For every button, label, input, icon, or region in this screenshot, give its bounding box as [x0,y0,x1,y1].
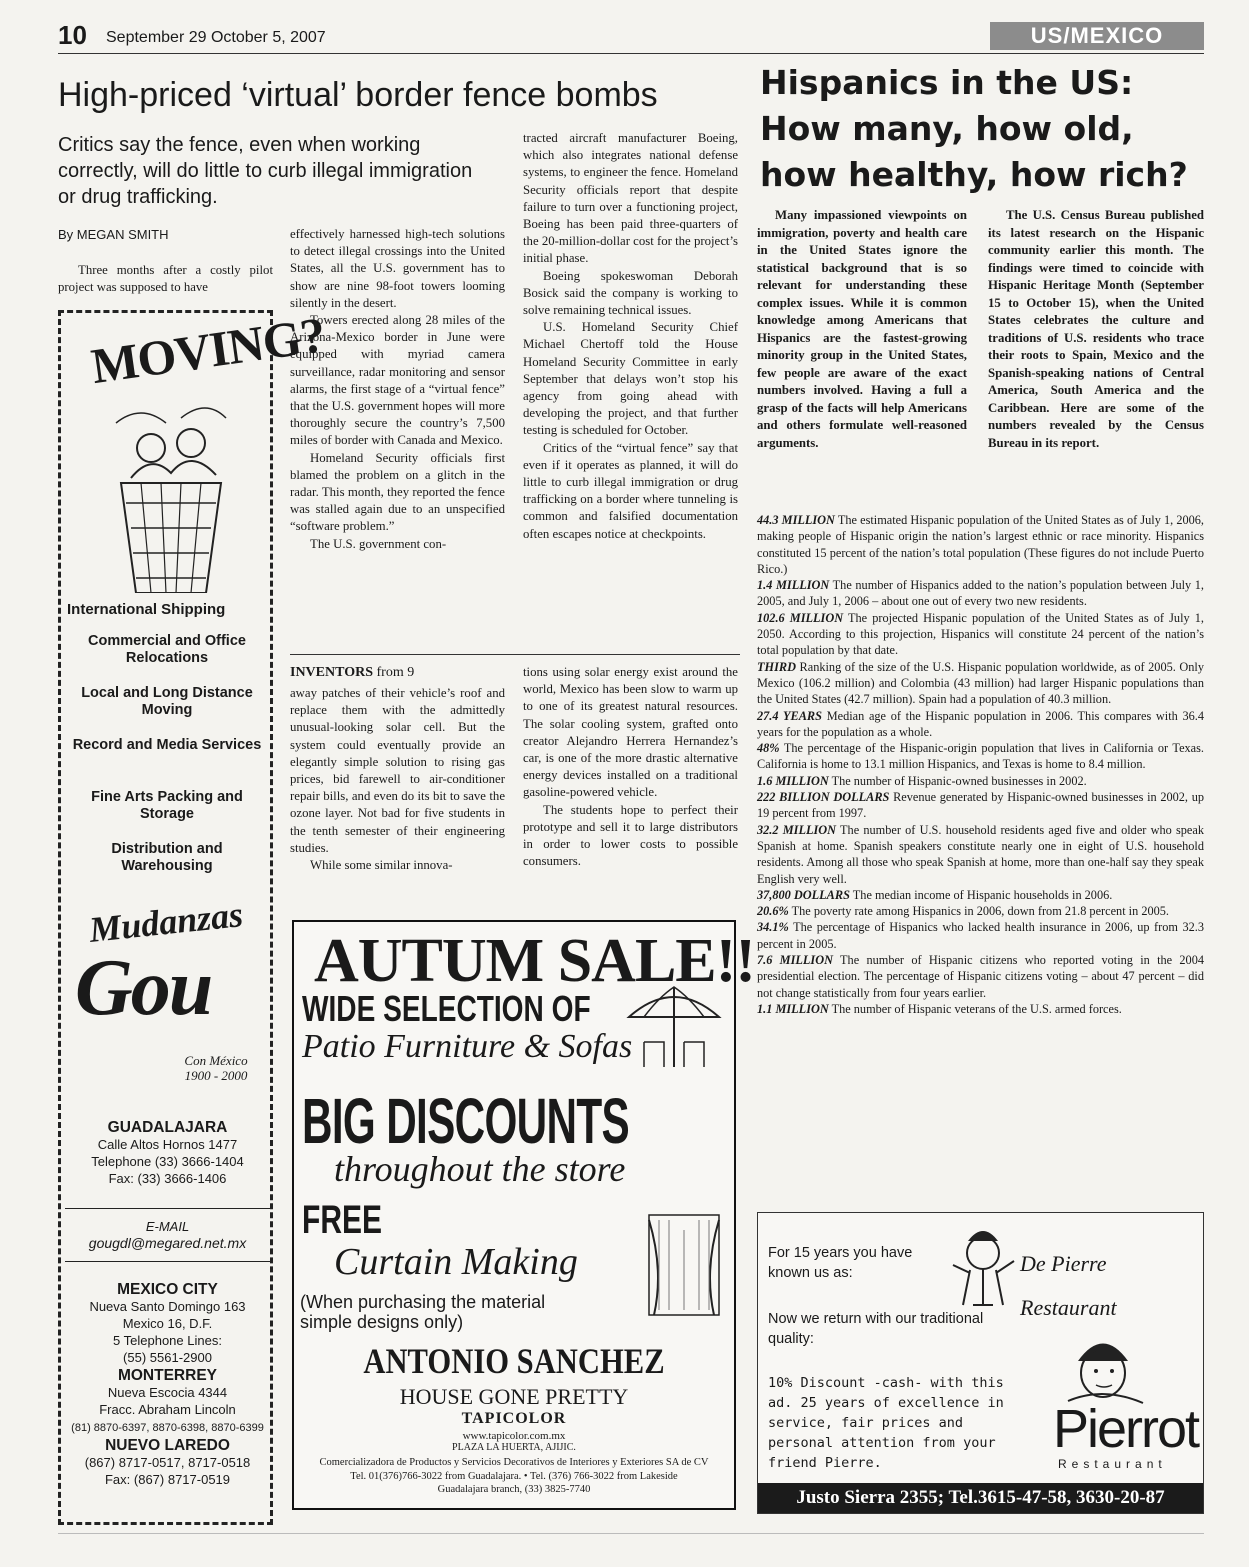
page-number: 10 [58,20,87,50]
fence-col1 [58,262,273,296]
address: Mexico 16, D.F. [122,1316,213,1331]
fact-item [757,952,1204,1001]
fact-key: THIRD [757,659,796,674]
pierrot-logo-sub: Restaurant [1058,1457,1167,1471]
fact-text: The poverty rate among Hispanics in 2006, down from 21.8 percent in 2005. [791,904,1169,919]
company-phones: Tel. 01(376)766-3022 from Guadalajara. • Tel. (376) 766-3022 from Lakeside [350,1471,678,1482]
fact-item [757,1001,1204,1017]
sale-brand: TAPICOLOR [461,1410,567,1427]
sale-url[interactable]: www.tapicolor.com.mx [462,1430,566,1442]
paragraph: While some similar innova- [310,858,453,873]
fact-item [757,789,1204,822]
moving-basket-illustration [111,393,231,593]
fact-key: 20.6% [757,904,789,919]
hispanics-headline: Hispanics in the US: How many, how old, how healthy, how rich? [760,63,1188,194]
inventors-col1 [290,685,505,874]
moving-title: MOVING? [87,306,328,395]
hispanics-intro-left [757,207,967,452]
fact-text: Median age of the Hispanic population in 2006. This compares with 36.4 years for the population as a whole. [757,708,1205,739]
restaurant-return: Now we return with our traditional quality: [768,1311,984,1347]
fact-key: 34.1% [757,920,789,935]
fact-text: Ranking of the size of the U.S. Hispanic population worldwide, as of 2005. Only Mexico (106.2 million) and Colombia (43 million) had larger Hispanic populations than the United States (42.7 million). Spain had a population of 40.3 million. [757,659,1204,707]
fact-text: The number of Hispanics added to the nation’s population between July 1, 2005, and July 1, 2006 – about one out of every two new residents. [757,578,1204,609]
paragraph: Critics of the “virtual fence” say that even if it operates as planned, it will do little to curb illegal immigration or drug trafficking on a border where tunneling is common and falsified documentation often escapes notice at checkpoints. [523,440,738,541]
fact-item [757,708,1204,741]
fact-item [757,577,1204,610]
service-item: Distribution and Warehousing [111,841,223,874]
address: Nueva Santo Domingo 163 [89,1299,246,1314]
service-item: Fine Arts Packing and Storage [91,789,243,822]
paragraph: tions using solar energy exist around the world, Mexico has been slow to warm up to one of its greatest natural resources. The solar cooling system, grafted onto creator Alejandro Herrera Hernandez’s car, is one of the more drastic alternative energy devices installed on a traditional gasoline-powered vehicle. [523,665,738,800]
sale-free: FREE [302,1198,383,1242]
fact-key: 37,800 DOLLARS [757,887,850,902]
fact-key: 1.1 MILLION [757,1001,829,1016]
sale-discounts: BIG DISCOUNTS [302,1085,630,1157]
fact-key: 222 BILLION DOLLARS [757,790,890,805]
fact-text: The number of Hispanic veterans of the U.S. armed forces. [831,1001,1122,1016]
hispanics-facts [757,512,1204,1017]
fax: Fax: (867) 8717-0519 [104,1472,231,1487]
fact-item [757,919,1204,952]
fact-key: 32.2 MILLION [757,822,837,837]
restaurant-address-bar: Justo Sierra 2355; Tel.3615-47-58, 3630-20-87 [758,1483,1203,1513]
fact-text: The number of U.S. household residents aged five and older who speak Spanish at home. Spanish speakers constitute nearly one in eight of U.S. household residents. Among all those who speak Spanish at home, more than one-half say they speak English very well. [757,822,1204,886]
header-rule [58,53,1204,54]
fax: Fax: (33) 3666-1406 [108,1171,227,1186]
city-name: MEXICO CITY [117,1281,218,1298]
company-name: Comercializadora de Productos y Servicios Decorativos de Interiores y Exteriores SA de CV [319,1457,709,1468]
service-item: Local and Long Distance Moving [81,685,253,718]
fact-text: The percentage of Hispanics who lacked health insurance in 2006, up from 32.3 percent in 2005. [757,920,1205,951]
bottom-rule [58,1533,1204,1534]
fact-key: 7.6 MILLION [757,953,833,968]
pierrot-logo: Pierrot [1053,1399,1199,1459]
fence-deck: Critics say the fence, even when working correctly, will do little to curb illegal immigration or drug trafficking. [58,134,473,208]
fact-key: 27.4 YEARS [757,708,822,723]
paragraph: The U.S. government con- [310,536,447,551]
hispanics-intro-right [988,207,1204,452]
address: Fracc. Abraham Lincoln [99,1402,236,1417]
paragraph: away patches of their vehicle’s roof and replace them with the admittedly unusual-looking solar cell. But the system could eventually provide an elegantly simple solution to rising gas prices, bid farewell to air-conditioner repair bills, and even do its bit to save the ozone layer. Not bad for five students in the tenth semester of their engineering studies. [290,686,505,855]
fact-item [757,610,1204,659]
divider [65,1208,270,1209]
phone-lines: 5 Telephone Lines: [113,1333,222,1348]
mexico-city-contact [65,1281,270,1366]
sale-patio-line: Patio Furniture & Sofas [302,1028,633,1065]
service-item: Commercial and Office Relocations [88,633,246,666]
fact-text: The number of Hispanic-owned businesses in 2002. [831,773,1087,788]
sale-location: PLAZA LA HUERTA, AJIJIC. [452,1442,576,1453]
paragraph: Homeland Security officials first blamed the problem on a glitch in the radar. This month, they reported the fence was stalled again due to an unspecified “software problem.” [290,450,505,534]
paragraph: U.S. Homeland Security Chief Michael Chertoff told the House Homeland Security Committee in early September that delays won’t stop his agency from going ahead with developing the project, and that further testing is scheduled for October. [523,320,738,438]
phone: (55) 5561-2900 [123,1350,212,1365]
fact-key: 1.6 MILLION [757,773,829,788]
fact-item [757,822,1204,887]
fence-col3 [523,130,738,543]
address: Calle Altos Hornos 1477 [97,1137,238,1152]
brand-mudanzas: Mudanzas [87,894,245,950]
phone: Telephone (33) 3666-1404 [91,1154,244,1169]
fence-byline: By MEGAN SMITH [58,227,169,242]
fact-key: 48% [757,741,780,756]
curtain-window-icon [644,1210,724,1320]
sale-store-name: HOUSE GONE PRETTY [399,1384,629,1409]
sale-conditions: (When purchasing the material simple designs only) [300,1292,546,1332]
fact-item [757,773,1204,789]
phone: (867) 8717-0517, 8717-0518 [84,1455,251,1470]
fact-item [757,512,1204,577]
city-name: NUEVO LAREDO [105,1437,230,1454]
autumn-sale-ad [292,920,755,1510]
inventors-col2 [523,664,738,870]
email-contact [65,1218,270,1252]
fact-text: The percentage of the Hispanic-origin population that lives in California or Texas. California is home to 13.1 million Hispanics, and Texas is home to 8.4 million. [757,741,1204,772]
paragraph: The students hope to perfect their prototype and sell it to large distributors in order to lower costs to possible consumers. [523,802,738,869]
paragraph: Three months after a costly pilot project was supposed to have [58,263,273,295]
paragraph: effectively harnessed high-tech solutions to detect illegal crossings into the United States, all the U.S. government has to show are nine 98-foot towers looming silently in the desert. [290,227,505,310]
chef-icon [948,1225,1018,1315]
brand-tagline: Con México 1900 - 2000 [184,1053,248,1083]
sale-throughout: throughout the store [334,1149,626,1189]
fact-text: The estimated Hispanic population of the United States as of July 1, 2006, making people of Hispanic origin the nation’s largest ethnic or race minority. Hispanics constituted 15 percent of the nation’s total population (These figures do not include Puerto Rico.) [757,513,1204,576]
inventors-label: INVENTORS [290,665,373,680]
restaurant-offer: 10% Discount -cash- with this ad. 25 years of excellence in service, fair prices and personal attention from your friend Pierre. [768,1375,1004,1471]
fact-item [757,887,1204,903]
paragraph: tracted aircraft manufacturer Boeing, which also integrates national defense systems, to engineer the fence. Homeland Security officials report that despite failure to turn over a functioning project, Boeing has been paid three-quarters of the 20-million-dollar cost for the project’s initial phase. [523,131,739,266]
inventors-from: from 9 [376,665,415,680]
paragraph: Many impassioned viewpoints on immigration, poverty and health care in the United States ignore the statistical background that is so relevant for understanding these complex issues. While it is common knowledge among Americans that Hispanics are the fastest-growing minority group in the United States, few people are aware of the exact numbers involved. Having a full a grasp of the facts will help Americans and others formulate well-reasoned arguments. [757,208,967,450]
moving-ad [58,306,328,1525]
section-tag: US/MEXICO [990,22,1204,50]
paragraph: Boeing spokeswoman Deborah Bosick said the company is working to solve remaining technical issues. [523,268,738,318]
restaurant-ad [757,1212,1204,1514]
inventors-jump-head [290,665,414,681]
fact-item [757,903,1204,919]
restaurant-brand-sub: Restaurant [1020,1295,1117,1320]
fact-key: 1.4 MILLION [757,578,830,593]
divider [65,1261,270,1262]
sale-subhead: WIDE SELECTION OF [302,988,591,1029]
sale-branch: Guadalajara branch, (33) 3825-7740 [437,1484,591,1495]
phone: (81) 8870-6397, 8870-6398, 8870-6399 [71,1422,264,1434]
fence-col2 [290,226,505,553]
fact-text: The projected Hispanic population of the United States as of July 1, 2050. According to this projection, Hispanics will constitute 24 percent of the nation’s total population by that date. [757,610,1204,658]
restaurant-intro: For 15 years you have known us as: [768,1245,913,1281]
sale-curtain: Curtain Making [334,1241,578,1283]
fact-key: 102.6 MILLION [757,610,844,625]
restaurant-brand: De Pierre [1020,1251,1107,1276]
service-item: International Shipping [67,601,226,618]
address: Nueva Escocia 4344 [107,1385,228,1400]
fact-text: Revenue generated by Hispanic-owned businesses in 2002, up 19 percent from 1997. [757,790,1204,821]
fact-item [757,659,1204,708]
nuevo-laredo-contact [65,1437,270,1488]
fact-item [757,740,1204,773]
paragraph: Towers erected along 28 miles of the Arizona-Mexico border in June were equipped with myriad camera surveillance, radar monitoring and sensor alarms, the first stage of a “virtual fence” that the U.S. government hopes will more thoroughly secure the country’s 7,500 miles of border with Canada and Mexico. [290,313,505,448]
email-label: E-MAIL [145,1219,190,1234]
fact-key: 44.3 MILLION [757,513,835,527]
city-name: MONTERREY [117,1367,218,1384]
guadalajara-contact [65,1119,270,1187]
email-address[interactable]: gougdl@megared.net.mx [88,1235,247,1251]
city-name: GUADALAJARA [107,1119,228,1136]
fence-headline: High-priced ‘virtual’ border fence bombs [58,76,658,114]
monterrey-contact [65,1367,270,1437]
paragraph: The U.S. Census Bureau published its latest research on the Hispanic community earlier this month. The findings were timed to coincide with Hispanic Heritage Month (September 15 to October 15), when the United States celebrates the culture and traditions of U.S. residents who trace their roots to Spain, Mexico and the Spanish-speaking nations of Central America, South America and the Caribbean. Here are some of the numbers revealed by the Census Bureau in its report. [988,208,1204,450]
sale-company [298,1456,730,1484]
issue-date: September 29 October 5, 2007 [106,29,326,46]
fact-text: The median income of Hispanic households in 2006. [852,887,1113,902]
fact-text: The number of Hispanic citizens who reported voting in the 2004 presidential election. The percentage of Hispanic citizens voting – about 47 percent – did not change statistically from four years earlier. [757,953,1204,1000]
inventors-rule [290,654,740,655]
service-item: Record and Media Services [72,737,262,753]
umbrella-icon [624,982,724,1072]
sale-owner-name: ANTONIO SANCHEZ [363,1341,665,1381]
brand-gou: Gou [75,944,212,1032]
sale-headline: AUTUM SALE!! [314,927,755,995]
